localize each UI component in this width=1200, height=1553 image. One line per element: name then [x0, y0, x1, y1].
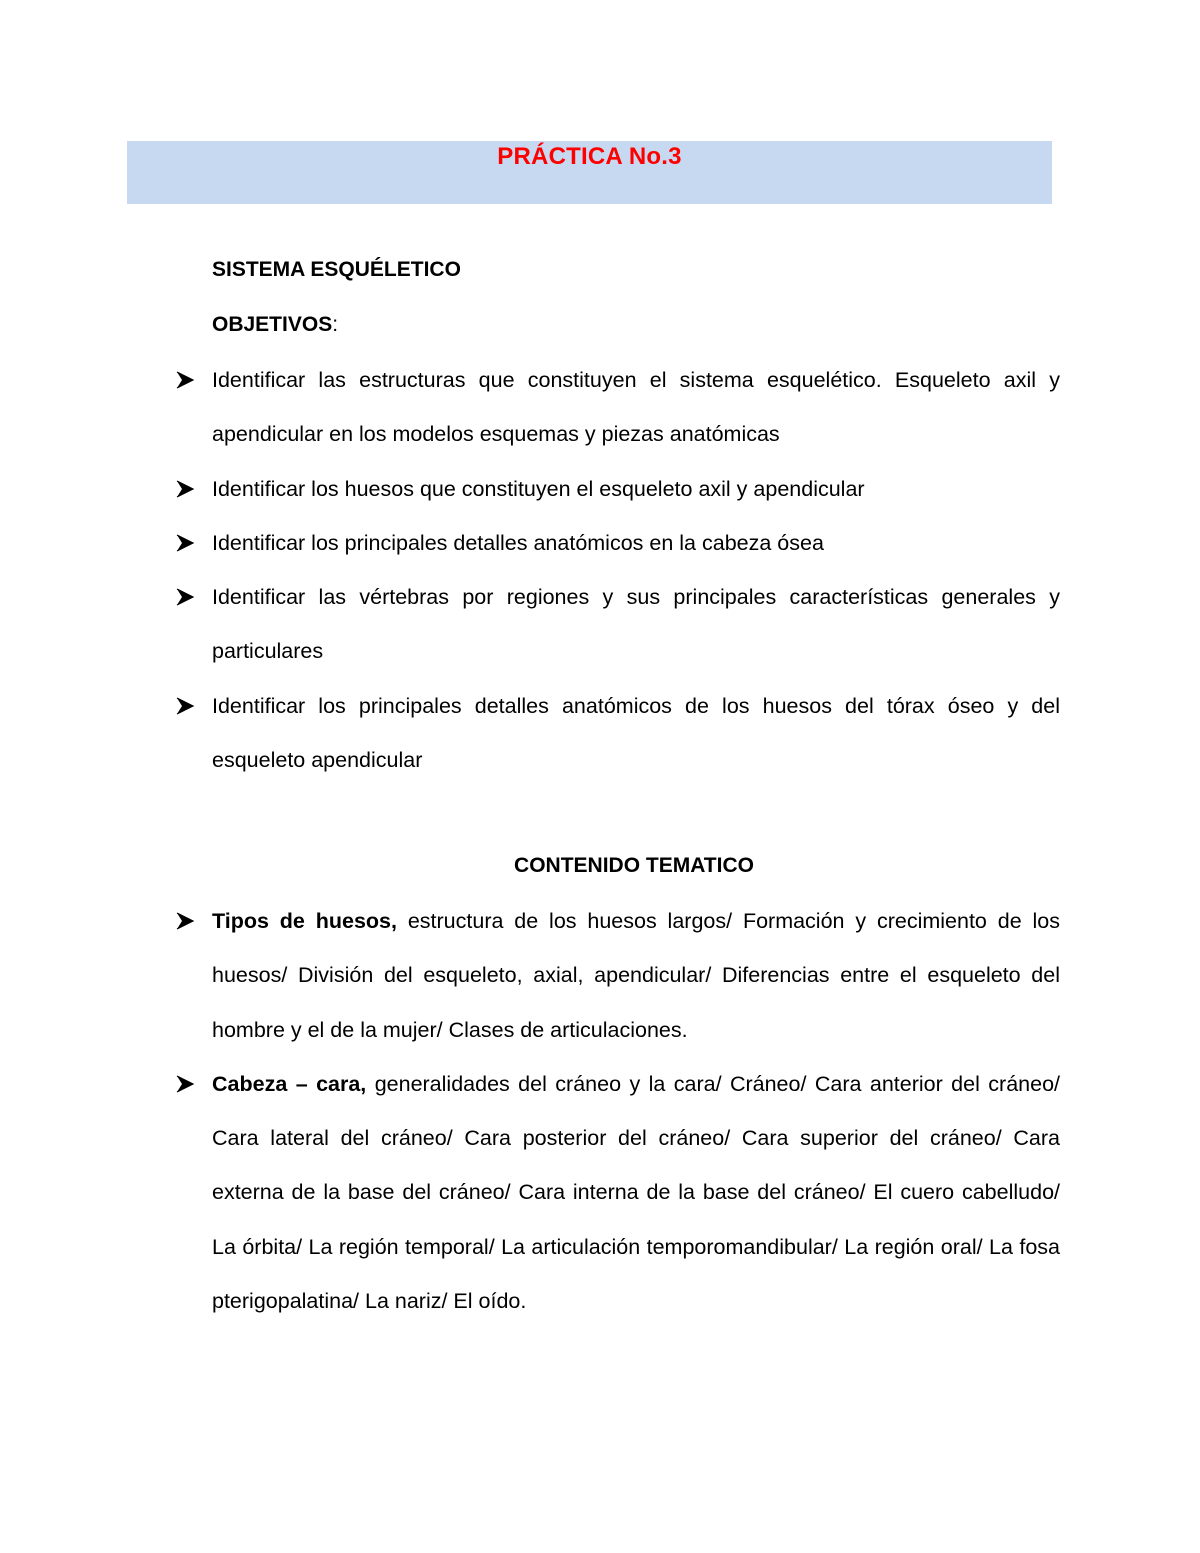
objective-item: [212, 516, 1060, 570]
objective-text: Identificar las estructuras que constituyen el sistema esquelético. Esqueleto axil y apendicular en los modelos esquemas y piezas anatómicas: [212, 368, 1060, 447]
objective-text: Identificar los principales detalles anatómicos de los huesos del tórax óseo y del esqueleto apendicular: [212, 693, 1060, 773]
title-banner: [127, 141, 1052, 204]
page-title: PRÁCTICA No.3: [497, 143, 682, 170]
objective-item: [212, 570, 1060, 679]
content-item-text: estructura de los huesos largos/ Formación y crecimiento de los huesos/ División del esqueleto, axial, apendicular/ Diferencias entre el esqueleto del hombre y el de la mujer/ Clases de articulaciones.: [212, 909, 1060, 1042]
arrowhead-bullet-icon: [175, 462, 197, 516]
objective-item: [212, 462, 1060, 516]
arrowhead-bullet-icon: [175, 353, 197, 407]
objectives-heading: [212, 311, 338, 339]
objective-text: Identificar los principales detalles anatómicos en la cabeza ósea: [212, 530, 824, 555]
content-item: [212, 894, 1060, 1057]
content-item-title: Tipos de huesos,: [212, 909, 397, 933]
arrowhead-bullet-icon: [175, 570, 197, 624]
section-title: SISTEMA ESQUÉLETICO: [212, 258, 461, 281]
objective-item: [212, 353, 1060, 462]
content-item-text: generalidades del cráneo y la cara/ Cráneo/ Cara anterior del cráneo/ Cara lateral del cráneo/ Cara posterior del cráneo/ Cara superior del cráneo/ Cara externa de la base del cráneo/ Cara interna de la base del cráneo/ El cuero cabelludo/ La órbita/ La región temporal/ La articulación temporomandibular/ La región oral/ La fosa pterigopalatina/ La nariz/ El oído.: [212, 1071, 1060, 1314]
objectives-label: OBJETIVOS: [212, 313, 333, 336]
objective-item: [212, 679, 1060, 788]
objective-text: Identificar los huesos que constituyen el esqueleto axil y apendicular: [212, 476, 865, 501]
arrowhead-bullet-icon: [175, 894, 197, 948]
objectives-colon: :: [332, 313, 339, 336]
content-heading: CONTENIDO TEMATICO: [514, 854, 754, 877]
arrowhead-bullet-icon: [175, 516, 197, 570]
arrowhead-bullet-icon: [175, 1057, 197, 1111]
objectives-list: [212, 353, 1060, 787]
content-item: [212, 1057, 1060, 1328]
content-list: [212, 894, 1060, 1328]
objective-text: Identificar las vértebras por regiones y sus principales características generales y particulares: [212, 585, 1060, 664]
arrowhead-bullet-icon: [175, 679, 197, 733]
content-item-title: Cabeza – cara,: [212, 1071, 367, 1096]
